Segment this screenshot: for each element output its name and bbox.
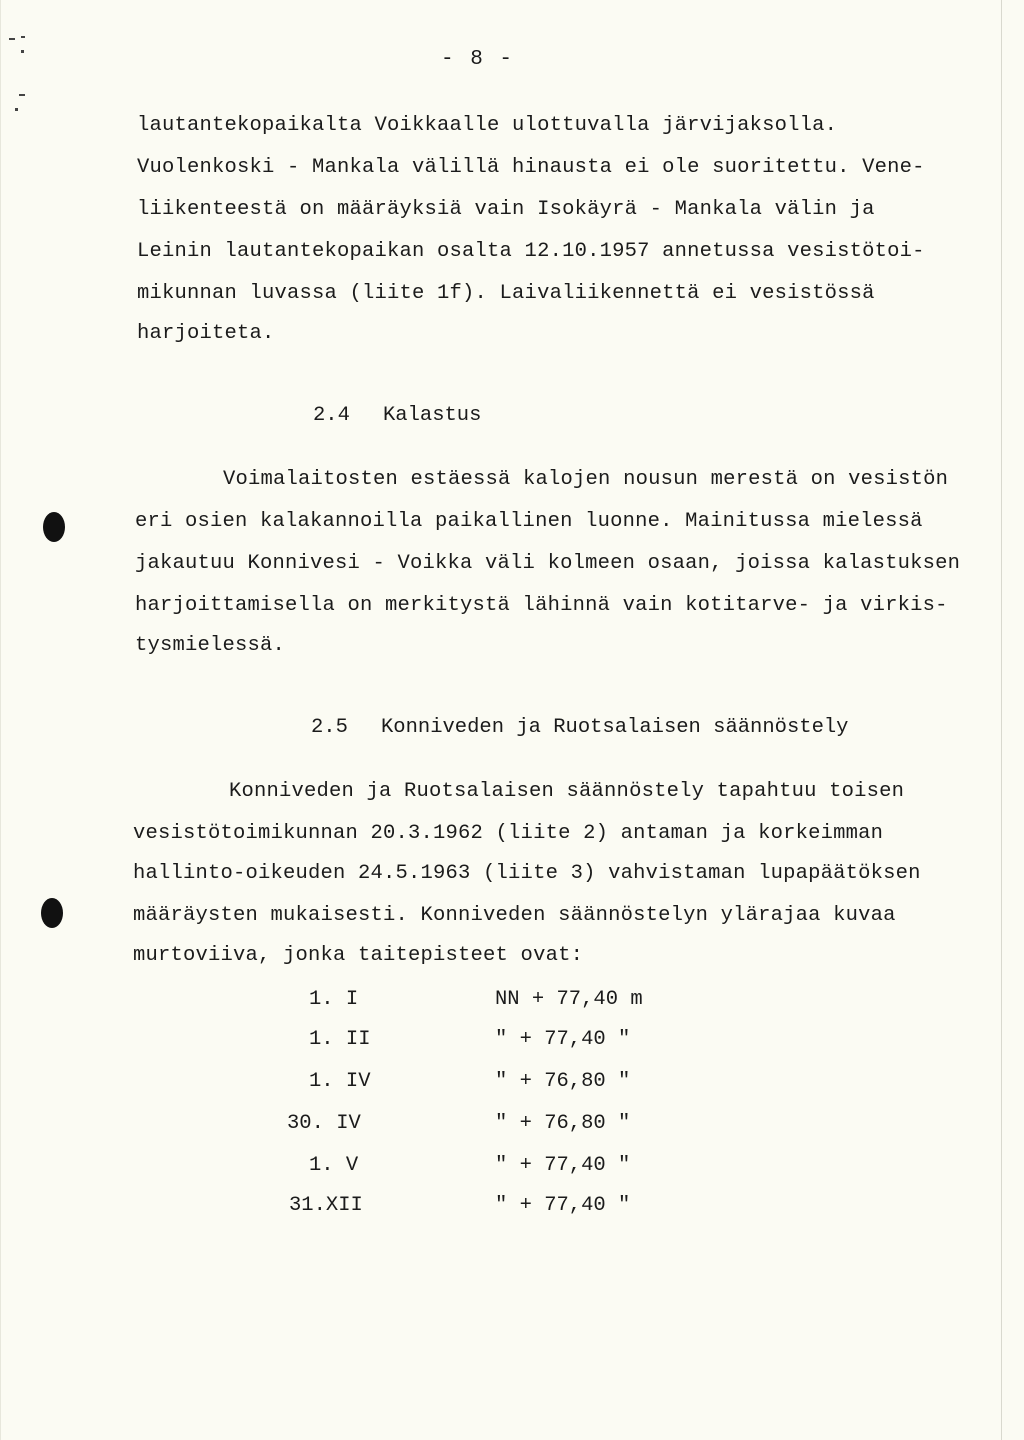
page-number: - 8 - — [441, 48, 515, 71]
section-2-5-line: vesistötoimikunnan 20.3.1962 (liite 2) antaman ja korkeimman — [133, 822, 884, 845]
section-number: 2.4 — [313, 404, 350, 427]
section-title: Kalastus — [383, 404, 482, 427]
scan-line — [1001, 0, 1002, 1440]
table-date: 31.XII — [289, 1194, 363, 1217]
paragraph-1-line: Vuolenkoski - Mankala välillä hinausta ei ole suoritettu. Vene- — [137, 156, 925, 179]
punch-hole-top — [43, 512, 65, 542]
section-2-4-line: tysmielessä. — [135, 634, 286, 657]
section-2-4-heading — [313, 404, 481, 427]
table-level: " + 77,40 " — [495, 1154, 631, 1177]
paragraph-1-line: liikenteestä on määräyksiä vain Isokäyrä - Mankala välin ja — [137, 198, 875, 221]
section-2-4-line: jakautuu Konnivesi - Voikka väli kolmeen osaan, joissa kalastuksen — [135, 552, 961, 575]
section-2-5-line: määräysten mukaisesti. Konniveden säännöstelyn ylärajaa kuvaa — [133, 904, 896, 927]
edge-mark — [9, 38, 15, 40]
paragraph-1-line: lautantekopaikalta Voikkaalle ulottuvalla järvijaksolla. — [137, 114, 838, 137]
edge-mark — [21, 36, 25, 38]
table-date: 1. IV — [309, 1070, 371, 1093]
section-number: 2.5 — [311, 716, 348, 739]
edge-mark — [15, 108, 18, 111]
table-level: " + 76,80 " — [495, 1070, 631, 1093]
section-2-5-line: Konniveden ja Ruotsalaisen säännöstely tapahtuu toisen — [229, 780, 905, 803]
punch-hole-bottom — [41, 898, 63, 928]
section-2-4-line: Voimalaitosten estäessä kalojen nousun merestä on vesistön — [223, 468, 949, 491]
table-level: " + 76,80 " — [495, 1112, 631, 1135]
edge-mark — [21, 50, 24, 53]
table-date: 1. V — [309, 1154, 359, 1177]
table-date: 1. I — [309, 988, 359, 1011]
table-date: 1. II — [309, 1028, 371, 1051]
edge-mark — [19, 94, 25, 96]
table-date: 30. IV — [287, 1112, 361, 1135]
paragraph-1-line: Leinin lautantekopaikan osalta 12.10.1957 annetussa vesistötoi- — [137, 240, 925, 263]
section-2-5-line: hallinto-oikeuden 24.5.1963 (liite 3) vahvistaman lupapäätöksen — [133, 862, 921, 885]
table-level: " + 77,40 " — [495, 1194, 631, 1217]
section-2-5-heading — [311, 716, 848, 739]
paragraph-1-line: harjoiteta. — [137, 322, 275, 345]
section-title: Konniveden ja Ruotsalaisen säännöstely — [381, 716, 849, 739]
section-2-4-line: harjoittamisella on merkitystä lähinnä vain kotitarve- ja virkis- — [135, 594, 948, 617]
section-2-4-line: eri osien kalakannoilla paikallinen luonne. Mainitussa mielessä — [135, 510, 923, 533]
table-level: " + 77,40 " — [495, 1028, 631, 1051]
paragraph-1-line: mikunnan luvassa (liite 1f). Laivaliikennettä ei vesistössä — [137, 282, 875, 305]
section-2-5-line: murtoviiva, jonka taitepisteet ovat: — [133, 944, 584, 967]
table-level: NN + 77,40 m — [495, 988, 643, 1011]
